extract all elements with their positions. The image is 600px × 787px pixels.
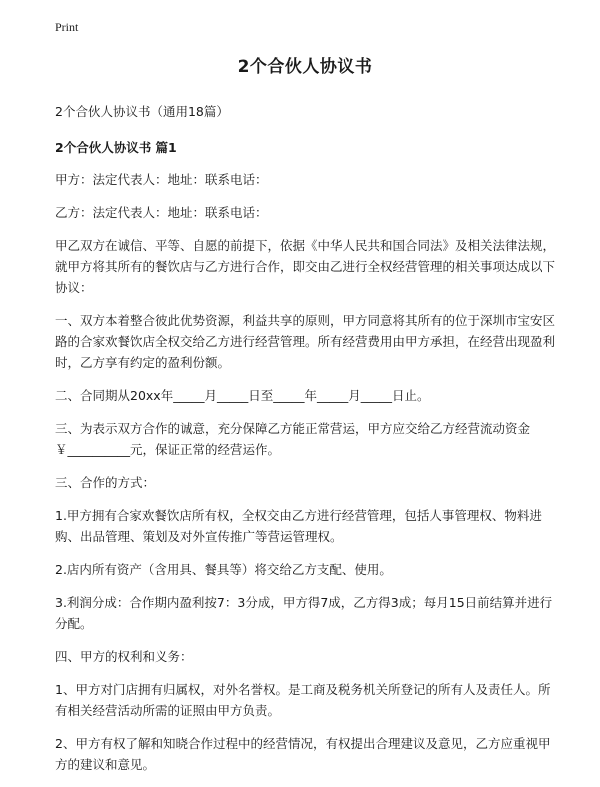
clause-1-paragraph: 一、双方本着整合彼此优势资源，利益共享的原则，甲方同意将其所有的位于深圳市宝安区路的合家欢餐饮店全权交给乙方进行经营管理。所有经营费用由甲方承担，在经营出现盈利时，乙方享有约定的盈利份额。 xyxy=(55,313,556,370)
cooperation-item-1: 1.甲方拥有合家欢餐饮店所有权，全权交由乙方进行经营管理，包括人事管理权、物料进购、出品管理、策划及对外宣传推广等营运管理权。 xyxy=(55,508,542,544)
document-subtitle: 2个合伙人协议书（通用18篇） xyxy=(55,104,229,119)
party-a-rights-item-1: 1、甲方对门店拥有归属权，对外名誉权。是工商及税务机关所登记的所有人及责任人。所有相关经营活动所需的证照由甲方负责。 xyxy=(55,682,551,718)
party-a-rights-item-2: 2、甲方有权了解和知晓合作过程中的经营情况，有权提出合理建议及意见，乙方应重视甲方的建议和意见。 xyxy=(55,736,551,772)
document-title: 2个合伙人协议书 xyxy=(237,57,373,77)
document-body xyxy=(55,52,555,787)
print-link[interactable]: Print xyxy=(55,20,79,34)
clause-2-term-paragraph: 二、合同期从20xx年_____月_____日至_____年_____月_____日止。 xyxy=(55,388,430,403)
clause-3-funds-paragraph: 三、为表示双方合作的诚意，充分保障乙方能正常营运，甲方应交给乙方经营流动资金￥__________元，保证正常的经营运作。 xyxy=(55,421,531,457)
cooperation-heading: 三、合作的方式： xyxy=(55,475,156,490)
cooperation-item-3: 3.利润分成：合作期内盈利按7：3分成，甲方得7成，乙方得3成；每月15日前结算并进行分配。 xyxy=(55,595,553,631)
preamble-paragraph: 甲乙双方在诚信、平等、自愿的前提下，依据《中华人民共和国合同法》及相关法律法规，就甲方将其所有的餐饮店与乙方进行合作，即交由乙进行全权经营管理的相关事项达成以下协议： xyxy=(55,238,556,295)
party-a-rights-heading: 四、甲方的权利和义务： xyxy=(55,649,193,664)
cooperation-item-2: 2.店内所有资产（含用具、餐具等）将交给乙方支配、使用。 xyxy=(55,562,392,577)
party-b-line: 乙方：法定代表人：地址：联系电话： xyxy=(55,205,268,220)
party-a-line: 甲方：法定代表人：地址：联系电话： xyxy=(55,172,268,187)
section-heading: 2个合伙人协议书 篇1 xyxy=(55,140,177,155)
